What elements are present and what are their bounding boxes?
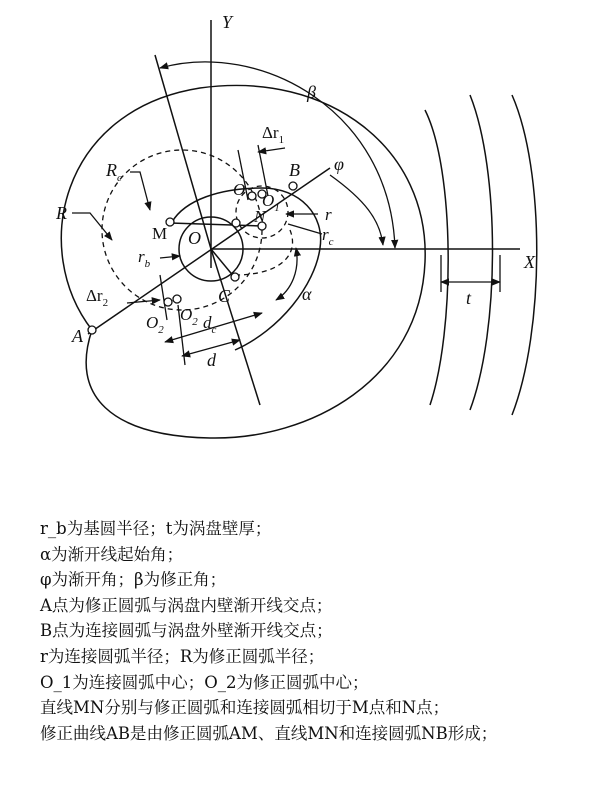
- label-B: B: [289, 160, 300, 180]
- generating-line: [88, 168, 330, 334]
- phi-arc: [330, 175, 383, 245]
- label-O-top: O: [233, 180, 246, 199]
- beta-arc: [160, 62, 395, 248]
- label-dc: $d_c$: [203, 313, 217, 336]
- point-M: [166, 218, 174, 226]
- scroll-outer-wall: [61, 85, 425, 438]
- label-x-axis: X: [524, 252, 535, 272]
- rc-leader: [288, 224, 322, 234]
- legend-line: B点为连接圆弧与涡盘外壁渐开线交点；: [40, 621, 333, 641]
- label-A: A: [72, 326, 83, 346]
- connection-arc-outline: [235, 230, 293, 275]
- legend-line: α为渐开线起始角；: [40, 544, 184, 564]
- label-Rc: $R_c$: [106, 160, 122, 184]
- legend-line: r为连接圆弧半径；R为修正圆弧半径；: [40, 646, 325, 666]
- point-B: [289, 182, 297, 190]
- point-C: [231, 273, 239, 281]
- label-delta-r2: $\Delta r_2$: [86, 286, 109, 309]
- label-y-axis: Y: [222, 12, 233, 32]
- label-delta-r1: $\Delta r_1$: [262, 123, 285, 146]
- delta-r1-arrow: [258, 148, 285, 152]
- correction-arc-circle: [102, 150, 262, 310]
- label-C: C: [218, 286, 231, 306]
- label-d: d: [207, 350, 216, 370]
- label-rc: $r_c$: [322, 225, 334, 248]
- label-O1: $O_1$: [262, 191, 280, 214]
- alpha-arc: [276, 248, 297, 300]
- legend-line: 修正曲线AB是由修正圆弧AM、直线MN和连接圆弧NB形成；: [40, 723, 498, 743]
- Rc-leader: [130, 172, 150, 210]
- label-phi: φ: [334, 154, 344, 174]
- label-r: r: [325, 205, 332, 224]
- scroll-wall-right-1: [425, 110, 448, 405]
- scroll-wall-right-2: [470, 95, 493, 410]
- legend-list: [40, 516, 600, 746]
- label-O2b: $O_2$: [180, 305, 198, 328]
- R-leader: [72, 213, 112, 240]
- phi-ray: [155, 55, 211, 249]
- label-O2a: $O_2$: [146, 313, 164, 336]
- point-O2a: [164, 298, 172, 306]
- label-O: O: [188, 228, 201, 248]
- label-beta: β: [307, 82, 316, 102]
- label-t: t: [466, 288, 472, 308]
- point-O1a: [248, 192, 256, 200]
- legend-line: r_b为基圆半径；t为涡盘壁厚；: [40, 519, 272, 538]
- point-O2b: [173, 295, 181, 303]
- label-R: R: [56, 203, 67, 223]
- o-to-c-line: [211, 249, 235, 278]
- legend-line: O_1为连接圆弧中心；O_2为修正圆弧中心；: [40, 672, 369, 692]
- label-M: M: [152, 224, 168, 243]
- label-N: N: [254, 207, 266, 226]
- point-A: [88, 326, 96, 334]
- legend-line: 直线MN分别与修正圆弧和连接圆弧相切于M点和N点；: [40, 698, 450, 718]
- rb-leader: [160, 256, 180, 258]
- point-center-mark: [232, 219, 240, 227]
- label-rb: $r_b$: [138, 247, 151, 270]
- legend-line: A点为修正圆弧与涡盘内壁渐开线交点；: [40, 595, 333, 615]
- legend-line: φ为渐开角；β为修正角；: [40, 570, 227, 590]
- label-alpha: α: [302, 284, 312, 304]
